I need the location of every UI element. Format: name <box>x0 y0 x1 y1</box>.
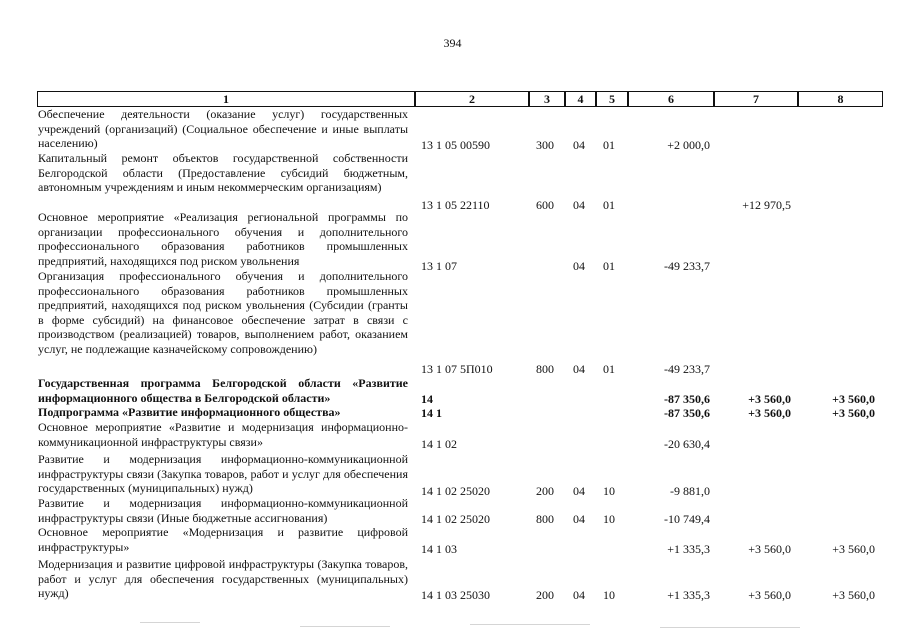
row-col3: 200 <box>536 484 554 498</box>
row-description: Основное мероприятие «Реализация региональной программы по организации профессионального обучения и дополнительного профессионального образования работников промышленных предприятий, находящихся под риском увольнения <box>38 210 408 268</box>
page-number: 394 <box>443 36 462 50</box>
row-code: 14 1 02 25020 <box>421 484 490 498</box>
row-code: 14 1 02 25020 <box>421 512 490 526</box>
row-col6: -87 350,6 <box>664 392 710 406</box>
row-code: 13 1 07 5П010 <box>421 362 493 376</box>
row-col4: 04 <box>573 588 585 602</box>
row-code: 14 1 03 <box>421 542 457 556</box>
row-description: Основное мероприятие «Модернизация и развитие цифровой инфраструктуры» <box>38 525 408 554</box>
row-col6: -49 233,7 <box>664 362 710 376</box>
row-col3: 800 <box>536 362 554 376</box>
row-description: Государственная программа Белгородской области «Развитие информационного общества в Белгородской области» <box>38 376 408 405</box>
row-col6: +2 000,0 <box>667 138 710 152</box>
column-header-5: 5 <box>596 91 628 107</box>
column-header-3: 3 <box>529 91 565 107</box>
row-code: 13 1 05 00590 <box>421 138 490 152</box>
row-col7: +3 560,0 <box>748 542 791 556</box>
row-code: 13 1 05 22110 <box>421 198 490 212</box>
row-code: 14 <box>421 392 433 406</box>
row-code: 14 1 <box>421 406 442 420</box>
row-col8: +3 560,0 <box>832 406 875 420</box>
row-col8: +3 560,0 <box>832 392 875 406</box>
scan-noise <box>300 626 390 627</box>
row-col5: 10 <box>603 512 615 526</box>
row-col7: +3 560,0 <box>748 588 791 602</box>
row-description: Подпрограмма «Развитие информационного общества» <box>38 405 341 419</box>
scan-noise <box>470 624 590 625</box>
row-code: 14 1 02 <box>421 437 457 451</box>
scan-noise <box>140 622 200 623</box>
row-col5: 01 <box>603 362 615 376</box>
row-col4: 04 <box>573 259 585 273</box>
row-code: 13 1 07 <box>421 259 457 273</box>
row-col4: 04 <box>573 138 585 152</box>
row-col4: 04 <box>573 362 585 376</box>
row-col4: 04 <box>573 198 585 212</box>
row-col3: 800 <box>536 512 554 526</box>
row-description: Развитие и модернизация информационно-коммуникационной инфраструктуры связи (Иные бюджетные ассигнования) <box>38 496 408 525</box>
row-col5: 10 <box>603 588 615 602</box>
row-col5: 01 <box>603 259 615 273</box>
row-description: Модернизация и развитие цифровой инфраструктуры (Закупка товаров, работ и услуг для обеспечения государственных (муниципальных) нужд) <box>38 557 408 601</box>
row-description: Основное мероприятие «Развитие и модернизация информационно-коммуникационной инфраструктуры связи» <box>38 420 408 449</box>
scan-noise <box>660 627 800 628</box>
row-col7: +3 560,0 <box>748 406 791 420</box>
row-col5: 01 <box>603 198 615 212</box>
column-header-8: 8 <box>798 91 883 107</box>
row-description: Развитие и модернизация информационно-коммуникационной инфраструктуры связи (Закупка товаров, работ и услуг для обеспечения государственных (муниципальных) нужд) <box>38 452 408 496</box>
row-col5: 10 <box>603 484 615 498</box>
column-header-6: 6 <box>628 91 714 107</box>
row-description: Обеспечение деятельности (оказание услуг) государственных учреждений (организаций) (Социальное обеспечение и иные выплаты населению) <box>38 107 408 151</box>
row-col8: +3 560,0 <box>832 542 875 556</box>
row-col3: 600 <box>536 198 554 212</box>
row-col8: +3 560,0 <box>832 588 875 602</box>
row-col7: +3 560,0 <box>748 392 791 406</box>
row-col5: 01 <box>603 138 615 152</box>
row-col6: -49 233,7 <box>664 259 710 273</box>
row-col6: +1 335,3 <box>667 588 710 602</box>
row-description: Капитальный ремонт объектов государственной собственности Белгородской области (Предоставление субсидий бюджетным, автономным учреждениям и иным некоммерческим организациям) <box>38 151 408 195</box>
row-description: Организация профессионального обучения и дополнительного профессионального образования работников промышленных предприятий, находящихся под риском увольнения (Субсидии (гранты в форме субсидий) на финансовое обеспечение затрат в связи с производством (реализацией) товаров, выполнением работ, оказанием услуг, не подлежащие казначейскому сопровождению) <box>38 269 408 356</box>
row-col6: -20 630,4 <box>664 437 710 451</box>
column-header-7: 7 <box>714 91 798 107</box>
row-col6: +1 335,3 <box>667 542 710 556</box>
column-header-1: 1 <box>37 91 415 107</box>
column-header-4: 4 <box>565 91 596 107</box>
row-col3: 200 <box>536 588 554 602</box>
column-header-2: 2 <box>415 91 529 107</box>
row-col7: +12 970,5 <box>742 198 791 212</box>
row-col6: -87 350,6 <box>664 406 710 420</box>
row-col6: -9 881,0 <box>670 484 710 498</box>
row-col3: 300 <box>536 138 554 152</box>
row-col6: -10 749,4 <box>664 512 710 526</box>
row-code: 14 1 03 25030 <box>421 588 490 602</box>
row-col4: 04 <box>573 484 585 498</box>
row-col4: 04 <box>573 512 585 526</box>
